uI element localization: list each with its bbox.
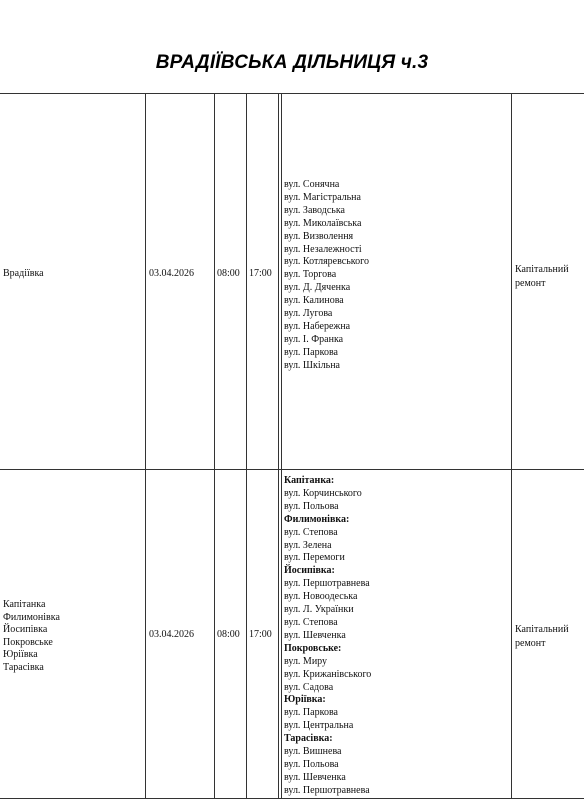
street-item: вул. Магістральна bbox=[284, 191, 361, 203]
village-header: Покровське: bbox=[284, 642, 342, 654]
locations-cell bbox=[3, 599, 60, 674]
end-time-cell: 17:00 bbox=[249, 629, 272, 640]
village-header: Тарасівка: bbox=[284, 733, 333, 745]
table-border-bottom bbox=[0, 798, 584, 799]
work-type-line: ремонт bbox=[515, 638, 546, 649]
street-item: вул. Центральна bbox=[284, 720, 354, 732]
street-item: вул. Незалежності bbox=[284, 243, 362, 255]
street-item: вул. Крижанівського bbox=[284, 668, 372, 680]
date-cell: 03.04.2026 bbox=[149, 268, 194, 279]
street-item: вул. І. Франка bbox=[284, 333, 344, 345]
street-item: вул. Степова bbox=[284, 526, 338, 538]
streets-cell bbox=[284, 179, 369, 373]
street-item: вул. Шкільна bbox=[284, 359, 340, 371]
work-type-cell bbox=[515, 263, 569, 291]
location-name: Йосипівка bbox=[3, 624, 48, 635]
work-type-cell bbox=[515, 623, 569, 651]
column-divider bbox=[246, 93, 247, 799]
column-divider bbox=[145, 93, 146, 799]
street-item: вул. Польова bbox=[284, 500, 339, 512]
street-item: вул. Шевченка bbox=[284, 629, 346, 641]
village-header: Капітанка: bbox=[284, 475, 335, 486]
table-border-top bbox=[0, 93, 584, 94]
location-name: Капітанка bbox=[3, 599, 46, 610]
work-type-line: Капітальний bbox=[515, 264, 569, 275]
street-item: вул. Миру bbox=[284, 655, 328, 667]
end-time-cell: 17:00 bbox=[249, 268, 272, 279]
street-item: вул. Д. Дяченка bbox=[284, 282, 351, 294]
street-item: вул. Набережна bbox=[284, 320, 351, 332]
street-item: вул. Польова bbox=[284, 758, 339, 770]
column-divider bbox=[281, 93, 282, 799]
street-item: вул. Калинова bbox=[284, 295, 344, 307]
street-item: вул. Першотравнева bbox=[284, 784, 370, 796]
street-item: вул. Вишнева bbox=[284, 746, 342, 758]
street-item: вул. Паркова bbox=[284, 707, 338, 719]
street-item: вул. Шевченка bbox=[284, 771, 346, 783]
street-item: вул. Лугова bbox=[284, 308, 333, 320]
column-divider bbox=[511, 93, 512, 799]
schedule-table bbox=[0, 93, 584, 800]
street-item: вул. Степова bbox=[284, 616, 338, 628]
street-item: вул. Першотравнева bbox=[284, 578, 370, 590]
street-item: вул. Паркова bbox=[284, 346, 338, 358]
street-item: вул. Зелена bbox=[284, 539, 332, 551]
start-time-cell: 08:00 bbox=[217, 629, 240, 640]
column-divider bbox=[214, 93, 215, 799]
work-type-line: Капітальний bbox=[515, 624, 569, 635]
street-item: вул. Л. Українки bbox=[284, 604, 354, 616]
street-item: вул. Садова bbox=[284, 681, 334, 693]
date-cell: 03.04.2026 bbox=[149, 629, 194, 640]
street-item: вул. Визволення bbox=[284, 230, 354, 242]
street-item: вул. Корчинського bbox=[284, 487, 362, 499]
locations-cell bbox=[3, 268, 44, 281]
street-item: вул. Перемоги bbox=[284, 552, 345, 564]
location-name: Филимонівка bbox=[3, 611, 60, 623]
street-item: вул. Миколаївська bbox=[284, 217, 362, 229]
street-item: вул. Котляревського bbox=[284, 256, 369, 268]
street-item: вул. Новоодеська bbox=[284, 591, 358, 603]
village-header: Юріївка: bbox=[284, 694, 326, 706]
streets-cell bbox=[284, 475, 371, 798]
row-divider bbox=[0, 469, 584, 470]
location-name: Врадіївка bbox=[3, 268, 44, 279]
work-type-line: ремонт bbox=[515, 278, 546, 289]
column-divider bbox=[278, 93, 279, 799]
location-name: Покровське bbox=[3, 636, 53, 648]
village-header: Филимонівка: bbox=[284, 513, 350, 525]
location-name: Юріївка bbox=[3, 649, 38, 660]
street-item: вул. Сонячна bbox=[284, 179, 340, 190]
start-time-cell: 08:00 bbox=[217, 268, 240, 279]
page-title: ВРАДІЇВСЬКА ДІЛЬНИЦЯ ч.3 bbox=[155, 52, 429, 73]
street-item: вул. Торгова bbox=[284, 269, 337, 281]
location-name: Тарасівка bbox=[3, 661, 44, 673]
street-item: вул. Заводська bbox=[284, 204, 345, 216]
village-header: Йосипівка: bbox=[284, 565, 335, 577]
